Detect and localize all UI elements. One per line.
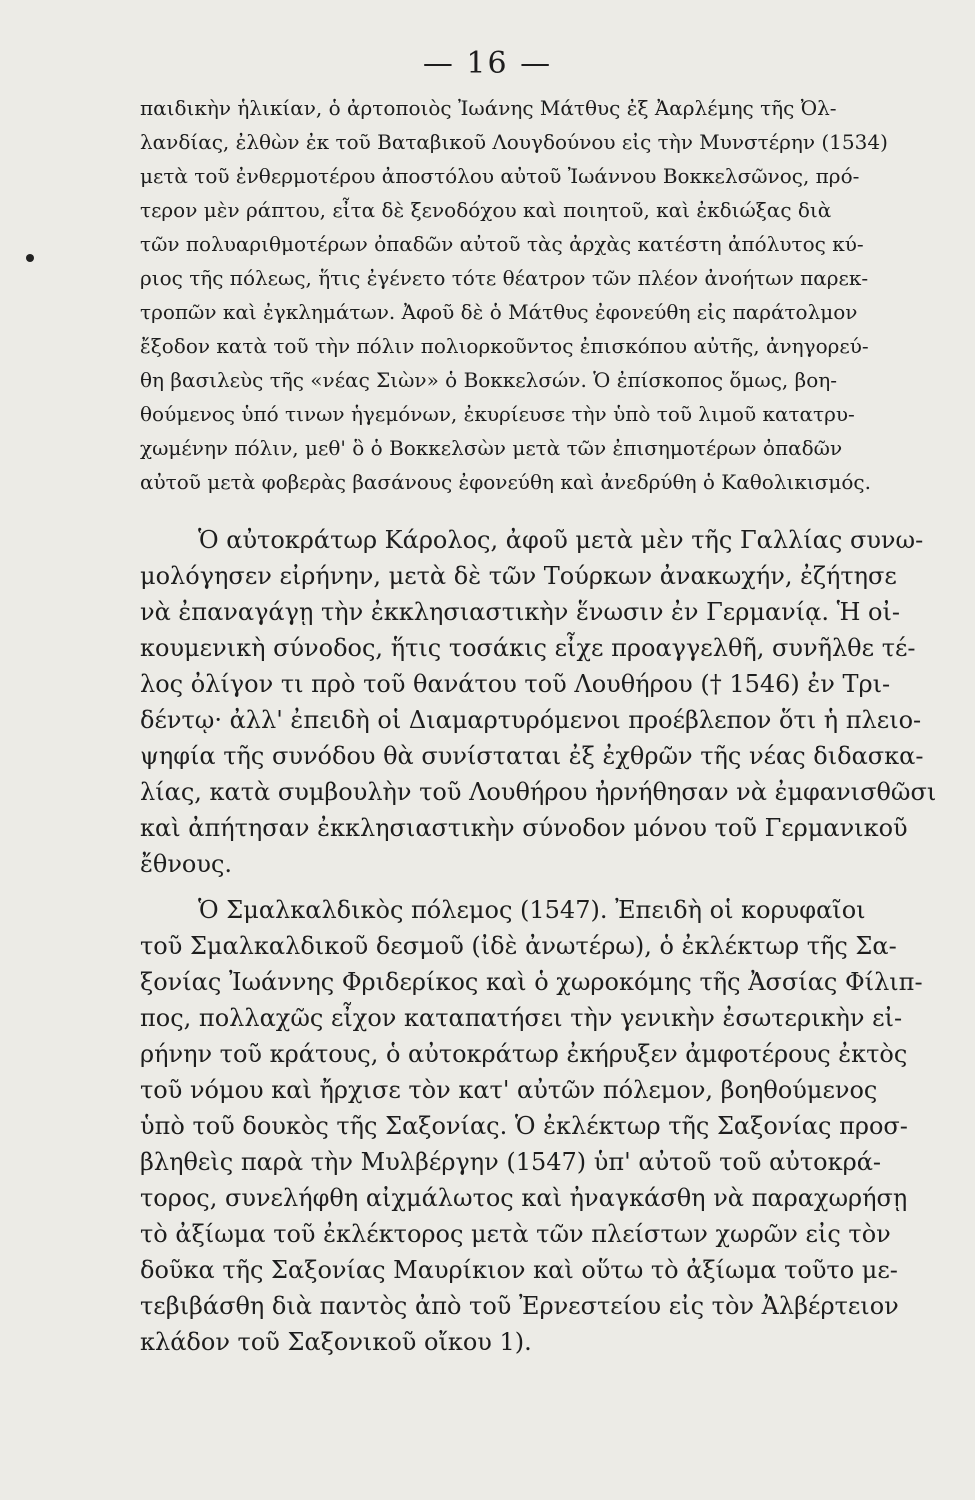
text-line: ἔξοδον κατὰ τοῦ τὴν πόλιν πολιορκοῦντος ἐπισκόπου αὐτῆς, ἀνηγορεύ- — [140, 334, 869, 358]
text-line: δέντῳ· ἀλλ' ἐπειδὴ οἱ Διαμαρτυρόμενοι προέβλεπον ὅτι ἡ πλειο- — [140, 706, 922, 734]
paragraph-council — [140, 526, 960, 886]
text-line: τὸ ἀξίωμα τοῦ ἐκλέκτορος μετὰ τῶν πλείστων χωρῶν εἰς τὸν — [140, 1220, 891, 1248]
text-line: λανδίας, ἐλθὼν ἐκ τοῦ Βαταβικοῦ Λουγδούνου εἰς τὴν Μυνστέρην (1534) — [140, 130, 888, 154]
text-line: δοῦκα τῆς Σαξονίας Μαυρίκιον καὶ οὕτω τὸ ἀξίωμα τοῦτο με- — [140, 1256, 898, 1284]
text-line: ψηφία τῆς συνόδου θὰ συνίσταται ἐξ ἐχθρῶν τῆς νέας διδασκα- — [140, 742, 924, 770]
text-line: βληθεὶς παρὰ τὴν Μυλβέργην (1547) ὑπ' αὐτοῦ τοῦ αὐτοκρά- — [140, 1148, 882, 1176]
text-line: παιδικὴν ἡλικίαν, ὁ ἀρτοποιὸς Ἰωάνης Μάτθυς ἐξ Ἀαρλέμης τῆς Ὀλ- — [140, 96, 837, 120]
text-line: λος ὀλίγον τι πρὸ τοῦ θανάτου τοῦ Λουθήρου († 1546) ἐν Τρι- — [140, 670, 891, 698]
margin-dot — [26, 254, 34, 262]
paragraph-schmalkaldic-war — [140, 896, 960, 1366]
text-line: τοῦ νόμου καὶ ἤρχισε τὸν κατ' αὐτῶν πόλεμον, βοηθούμενος — [140, 1076, 878, 1104]
text-line: τορος, συνελήφθη αἰχμάλωτος καὶ ἠναγκάσθη νὰ παραχωρήσῃ — [140, 1184, 908, 1212]
text-line: τροπῶν καὶ ἐγκλημάτων. Ἀφοῦ δὲ ὁ Μάτθυς ἐφονεύθη εἰς παράτολμον — [140, 300, 858, 324]
text-line: νὰ ἐπαναγάγῃ τὴν ἐκκλησιαστικὴν ἕνωσιν ἐν Γερμανίᾳ. Ἡ οἰ- — [140, 598, 901, 626]
text-line: τεβιβάσθη διὰ παντὸς ἀπὸ τοῦ Ἐρνεστείου εἰς τὸν Ἀλβέρτειον — [140, 1292, 899, 1320]
paragraph-munster — [140, 96, 960, 516]
text-line: λίας, κατὰ συμβουλὴν τοῦ Λουθήρου ἠρνήθησαν νὰ ἐμφανισθῶσι — [140, 778, 937, 806]
text-line: μετὰ τοῦ ἐνθερμοτέρου ἀποστόλου αὐτοῦ Ἰωάννου Βοκκελσῶνος, πρό- — [140, 164, 860, 188]
text-line: αὐτοῦ μετὰ φοβερὰς βασάνους ἐφονεύθη καὶ ἀνεδρύθη ὁ Καθολικισμός. — [140, 470, 871, 494]
text-line: ρήνην τοῦ κράτους, ὁ αὐτοκράτωρ ἐκήρυξεν ἀμφοτέρους ἐκτὸς — [140, 1040, 908, 1068]
text-line: κλάδον τοῦ Σαξονικοῦ οἴκου 1). — [140, 1328, 532, 1356]
page-number: — 16 — — [422, 46, 553, 81]
text-line: Ὁ Σμαλκαλδικὸς πόλεμος (1547). Ἐπειδὴ οἱ κορυφαῖοι — [198, 896, 866, 924]
text-line: ριος τῆς πόλεως, ἥτις ἐγένετο τότε θέατρον τῶν πλέον ἀνοήτων παρεκ- — [140, 266, 869, 290]
text-line: Ὁ αὐτοκράτωρ Κάρολος, ἀφοῦ μετὰ μὲν τῆς Γαλλίας συνω- — [198, 526, 924, 554]
text-line: χωμένην πόλιν, μεθ' ὃ ὁ Βοκκελσὼν μετὰ τῶν ἐπισημοτέρων ὀπαδῶν — [140, 436, 843, 460]
text-line: θούμενος ὑπό τινων ἡγεμόνων, ἐκυρίευσε τὴν ὑπὸ τοῦ λιμοῦ κατατρυ- — [140, 402, 855, 426]
text-line: τοῦ Σμαλκαλδικοῦ δεσμοῦ (ἰδὲ ἀνωτέρω), ὁ ἐκλέκτωρ τῆς Σα- — [140, 932, 897, 960]
text-line: καὶ ἀπήτησαν ἐκκλησιαστικὴν σύνοδον μόνου τοῦ Γερμανικοῦ — [140, 814, 908, 842]
text-line: πος, πολλαχῶς εἶχον καταπατήσει τὴν γενικὴν ἐσωτερικὴν εἰ- — [140, 1004, 903, 1032]
text-line: ὑπὸ τοῦ δουκὸς τῆς Σαξονίας. Ὁ ἐκλέκτωρ τῆς Σαξονίας προσ- — [140, 1112, 908, 1140]
text-line: ἔθνους. — [140, 850, 233, 878]
text-line: μολόγησεν εἰρήνην, μετὰ δὲ τῶν Τούρκων ἀνακωχήν, ἐζήτησε — [140, 562, 897, 590]
text-line: τῶν πολυαριθμοτέρων ὀπαδῶν αὐτοῦ τὰς ἀρχὰς κατέστη ἀπόλυτος κύ- — [140, 232, 864, 256]
text-line: θη βασιλεὺς τῆς «νέας Σιὼν» ὁ Βοκκελσών. Ὁ ἐπίσκοπος ὅμως, βοη- — [140, 368, 837, 392]
text-line: τερον μὲν ράπτου, εἶτα δὲ ξενοδόχου καὶ ποιητοῦ, καὶ ἐκδιώξας διὰ — [140, 198, 832, 222]
text-line: ξονίας Ἰωάννης Φριδερίκος καὶ ὁ χωροκόμης τῆς Ἀσσίας Φίλιπ- — [140, 968, 923, 996]
text-line: κουμενικὴ σύνοδος, ἥτις τοσάκις εἶχε προαγγελθῆ, συνῆλθε τέ- — [140, 634, 916, 662]
